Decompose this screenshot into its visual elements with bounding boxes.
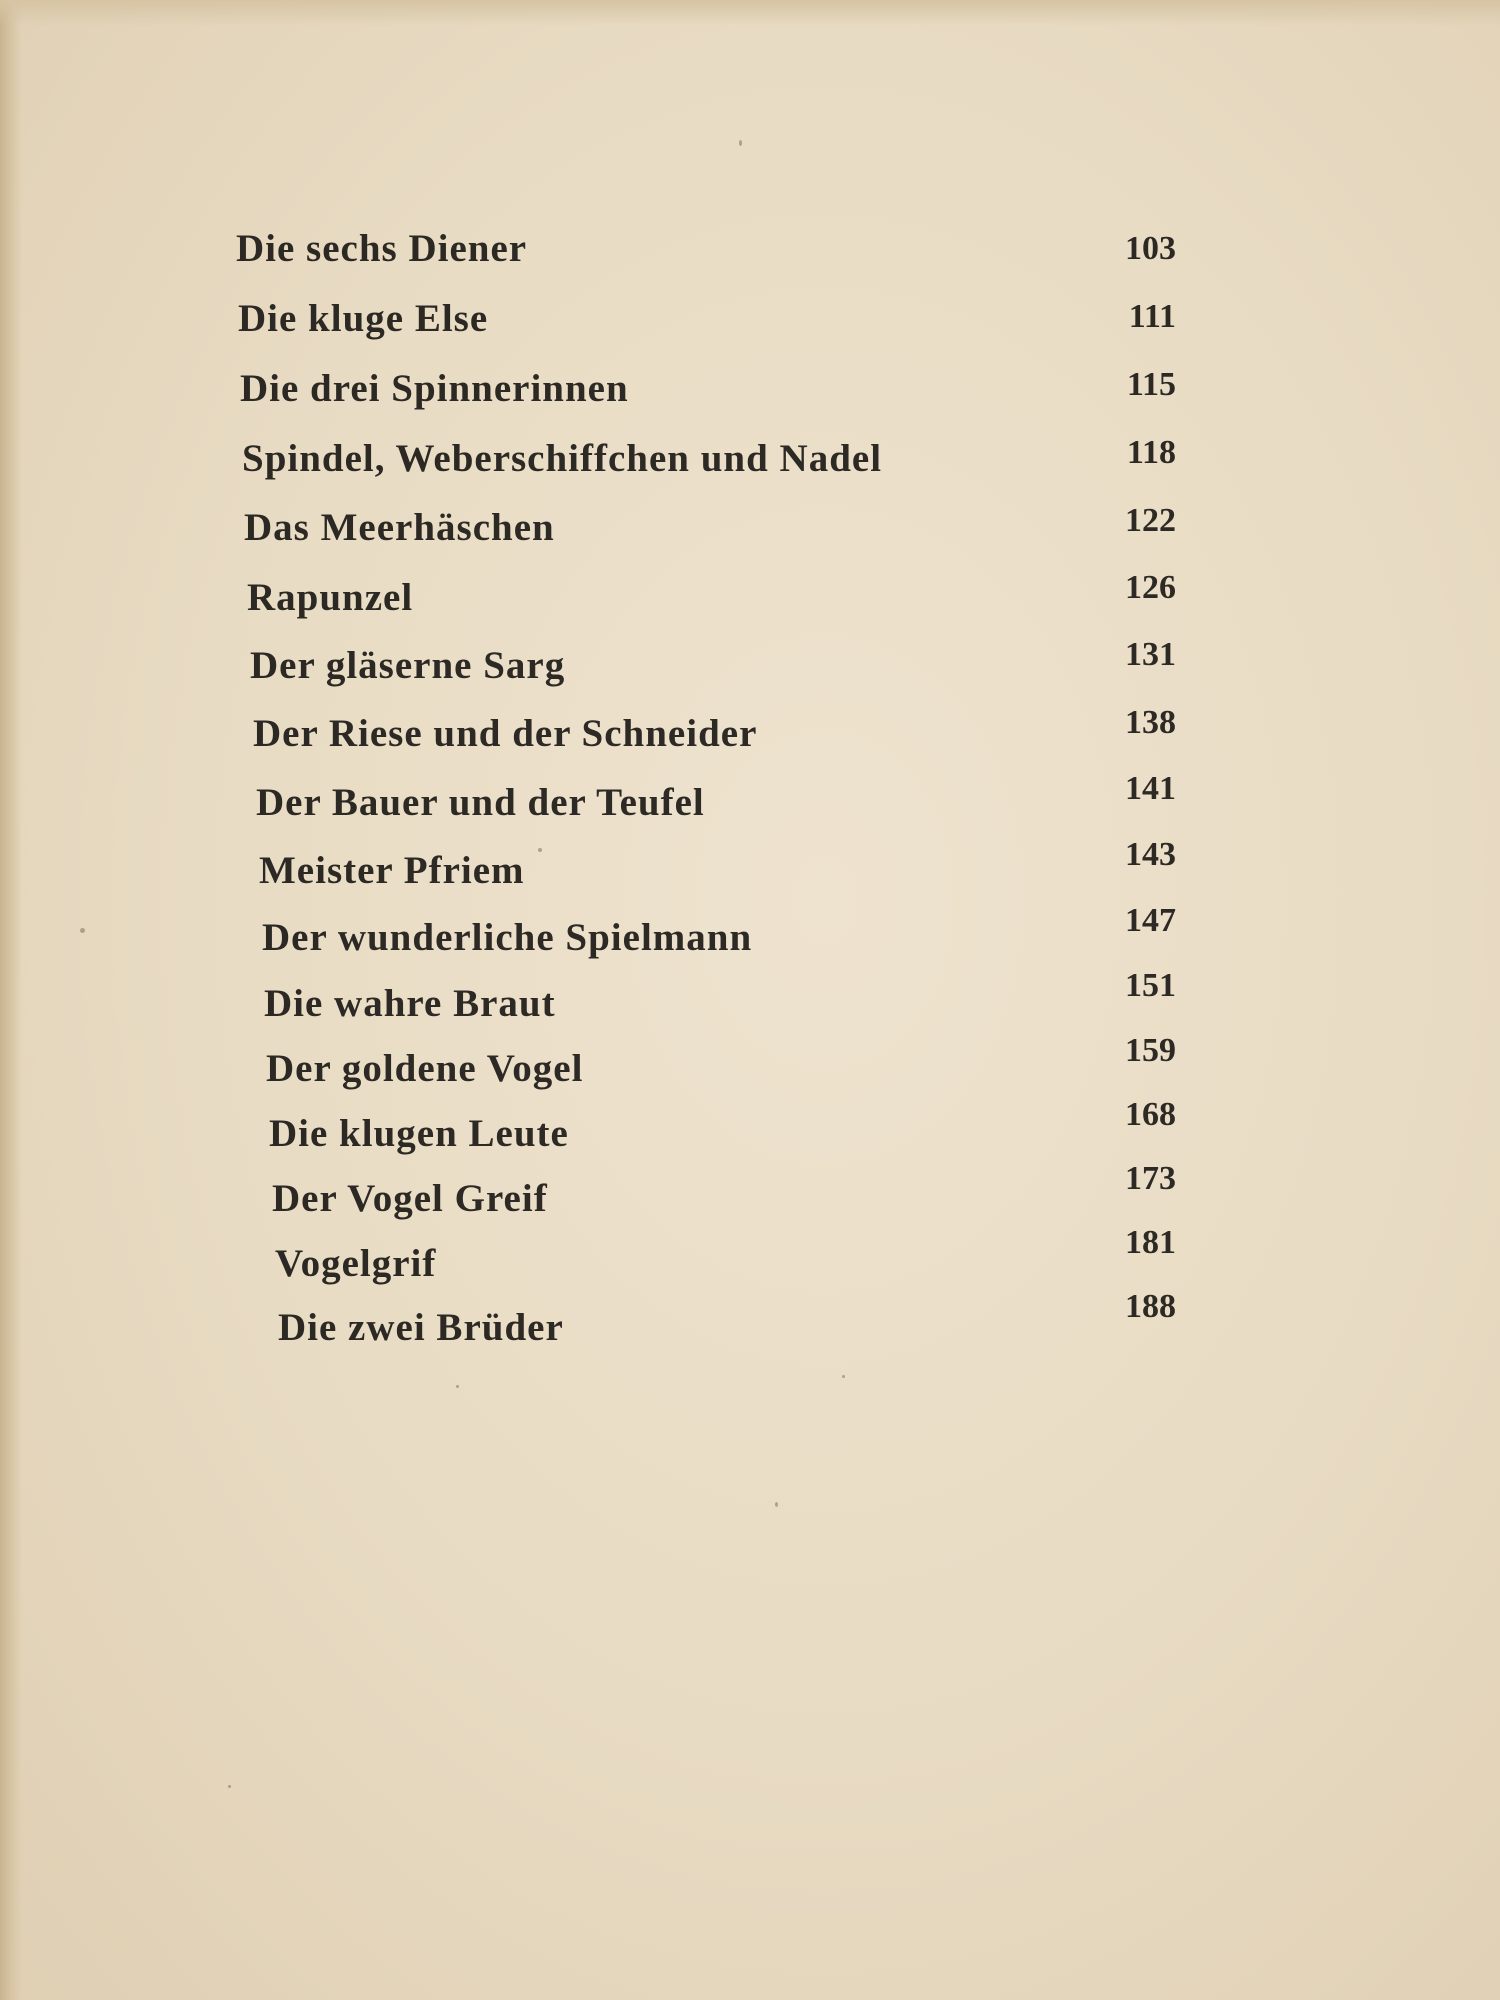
toc-entry-page-number: 115 <box>1126 366 1176 403</box>
toc-entry-page-number: 126 <box>1125 569 1176 606</box>
toc-entry-page-number: 168 <box>1125 1096 1176 1133</box>
toc-entry-page-number: 181 <box>1125 1224 1176 1261</box>
toc-entry-page-number: 188 <box>1125 1288 1176 1325</box>
toc-entry-title: Rapunzel <box>247 576 414 619</box>
toc-entry-page-number: 138 <box>1125 704 1176 741</box>
toc-entry-title: Der goldene Vogel <box>266 1047 584 1090</box>
toc-entry-page-number: 122 <box>1125 502 1176 539</box>
toc-entry-title: Der gläserne Sarg <box>250 644 566 687</box>
toc-entry-title: Die klugen Leute <box>269 1112 569 1155</box>
toc-entry-title: Der Riese und der Schneider <box>253 712 758 755</box>
toc-entry-title: Der Bauer und der Teufel <box>256 781 705 824</box>
toc-entry-page-number: 151 <box>1125 967 1176 1004</box>
toc-entry-title: Die sechs Diener <box>236 227 528 270</box>
toc-entry-title: Spindel, Weberschiffchen und Nadel <box>242 437 883 480</box>
toc-entry-title: Der wunderliche Spielmann <box>262 916 753 959</box>
toc-entry-page-number: 143 <box>1125 836 1176 873</box>
toc-entry-title: Das Meerhäschen <box>244 506 555 549</box>
toc-entry-title: Der Vogel Greif <box>272 1177 548 1220</box>
toc-entry-page-number: 141 <box>1125 770 1176 807</box>
toc-entry-page-number: 173 <box>1125 1160 1176 1197</box>
toc-entry-title: Die zwei Brüder <box>278 1306 564 1349</box>
toc-entry-page-number: 131 <box>1125 636 1176 673</box>
toc-entry-title: Die kluge Else <box>238 297 489 340</box>
toc-entry-page-number: 111 <box>1128 298 1176 335</box>
toc-entry-page-number: 147 <box>1125 902 1176 939</box>
toc-entry-title: Meister Pfriem <box>259 849 525 892</box>
toc-entry-title: Die wahre Braut <box>264 982 556 1025</box>
toc-entry-page-number: 159 <box>1125 1032 1176 1069</box>
toc-entry-title: Vogelgrif <box>275 1242 437 1285</box>
toc-entry-title: Die drei Spinnerinnen <box>240 367 629 410</box>
toc-entry-page-number: 118 <box>1126 434 1176 471</box>
toc-entry-page-number: 103 <box>1125 230 1176 267</box>
